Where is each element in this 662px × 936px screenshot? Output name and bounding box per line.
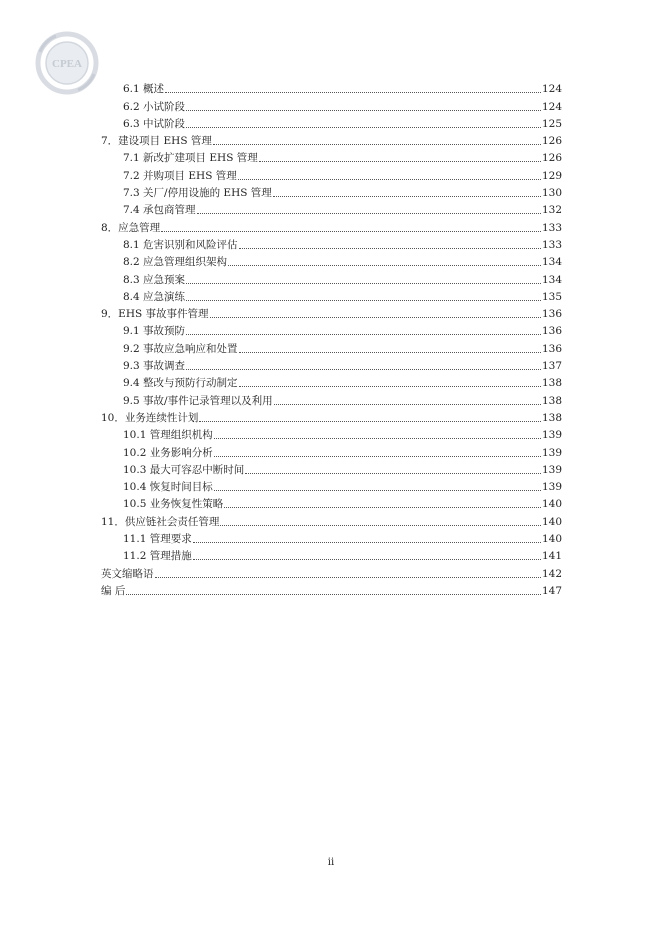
toc-dot-leader [186, 334, 541, 335]
toc-dot-leader [210, 317, 541, 318]
toc-dot-leader [197, 213, 541, 214]
toc-entry[interactable] [101, 96, 562, 113]
toc-entry-page: 136 [541, 342, 562, 355]
toc-entry-page: 133 [541, 238, 562, 251]
toc-entry[interactable] [101, 183, 562, 200]
toc-dot-leader [126, 594, 541, 595]
toc-entry[interactable] [101, 304, 562, 321]
table-of-contents [101, 79, 562, 598]
toc-entry[interactable] [101, 477, 562, 494]
toc-entry-page: 138 [541, 394, 562, 407]
toc-entry-page: 136 [541, 325, 562, 338]
toc-entry-page: 130 [541, 187, 562, 200]
toc-entry-title: 9.4 整改与预防行动制定 [123, 377, 238, 390]
toc-entry-title: 9．EHS 事故事件管理 [101, 308, 209, 321]
toc-entry-page: 139 [541, 481, 562, 494]
toc-entry-page: 140 [541, 533, 562, 546]
toc-dot-leader [186, 300, 541, 301]
toc-entry[interactable] [101, 546, 562, 563]
toc-entry[interactable] [101, 442, 562, 459]
toc-entry-title: 9.5 事故/事件记录管理以及利用 [123, 394, 273, 407]
logo-text: CPEA [52, 58, 82, 70]
cpea-logo [34, 30, 100, 96]
toc-entry[interactable] [101, 390, 562, 407]
toc-dot-leader [214, 490, 541, 491]
toc-entry[interactable] [101, 131, 562, 148]
toc-entry[interactable] [101, 494, 562, 511]
toc-entry-page: 136 [541, 308, 562, 321]
toc-entry[interactable] [101, 338, 562, 355]
toc-entry-page: 129 [541, 169, 562, 182]
toc-entry-title: 11．供应链社会责任管理 [101, 515, 220, 528]
toc-dot-leader [213, 144, 541, 145]
toc-dot-leader [224, 507, 541, 508]
toc-entry-title: 6.2 小试阶段 [123, 100, 186, 113]
toc-entry[interactable] [101, 563, 562, 580]
toc-dot-leader [186, 110, 541, 111]
toc-entry-title: 7.4 承包商管理 [123, 204, 196, 217]
toc-entry-page: 139 [541, 463, 562, 476]
toc-entry[interactable] [101, 148, 562, 165]
toc-entry[interactable] [101, 287, 562, 304]
toc-entry-title: 9.1 事故预防 [123, 325, 186, 338]
toc-entry-title: 7.3 关厂/停用设施的 EHS 管理 [123, 187, 272, 200]
toc-entry-page: 133 [541, 221, 562, 234]
toc-entry[interactable] [101, 511, 562, 528]
toc-entry[interactable] [101, 529, 562, 546]
toc-entry-title: 8.1 危害识别和风险评估 [123, 238, 238, 251]
toc-entry-page: 140 [541, 498, 562, 511]
toc-entry-title: 9.2 事故应急响应和处置 [123, 342, 238, 355]
toc-entry-title: 7.1 新改扩建项目 EHS 管理 [123, 152, 258, 165]
toc-entry-page: 135 [541, 290, 562, 303]
toc-dot-leader [186, 369, 541, 370]
toc-entry-page: 137 [541, 360, 562, 373]
toc-entry[interactable] [101, 200, 562, 217]
toc-entry-title: 10.2 业务影响分析 [123, 446, 213, 459]
toc-entry[interactable] [101, 79, 562, 96]
toc-entry-page: 138 [541, 377, 562, 390]
toc-entry-title: 6.3 中试阶段 [123, 117, 186, 130]
toc-entry-title: 8．应急管理 [101, 221, 161, 234]
toc-entry-title: 6.1 概述 [123, 83, 165, 96]
toc-dot-leader [186, 283, 541, 284]
toc-dot-leader [214, 456, 541, 457]
toc-dot-leader [199, 421, 541, 422]
toc-entry-page: 138 [541, 411, 562, 424]
toc-dot-leader [239, 352, 541, 353]
toc-dot-leader [238, 179, 541, 180]
toc-dot-leader [274, 404, 541, 405]
toc-dot-leader [239, 248, 541, 249]
toc-entry-title: 10.4 恢复时间目标 [123, 481, 213, 494]
toc-entry-page: 134 [541, 273, 562, 286]
toc-dot-leader [239, 386, 541, 387]
toc-entry[interactable] [101, 235, 562, 252]
toc-entry-title: 8.3 应急预案 [123, 273, 186, 286]
toc-entry-title: 8.4 应急演练 [123, 290, 186, 303]
toc-entry-page: 124 [541, 83, 562, 96]
toc-entry-title: 11.1 管理要求 [123, 533, 192, 546]
toc-entry[interactable] [101, 425, 562, 442]
toc-entry[interactable] [101, 581, 562, 598]
toc-dot-leader [259, 161, 541, 162]
toc-dot-leader [186, 127, 541, 128]
toc-entry-title: 7.2 并购项目 EHS 管理 [123, 169, 237, 182]
toc-dot-leader [193, 559, 541, 560]
toc-entry-page: 134 [541, 256, 562, 269]
toc-entry-page: 140 [541, 515, 562, 528]
toc-dot-leader [161, 231, 541, 232]
toc-entry[interactable] [101, 321, 562, 338]
toc-entry-page: 132 [541, 204, 562, 217]
toc-entry[interactable] [101, 460, 562, 477]
toc-entry-title: 10.5 业务恢复性策略 [123, 498, 224, 511]
toc-entry-title: 8.2 应急管理组织架构 [123, 256, 228, 269]
toc-entry[interactable] [101, 217, 562, 234]
toc-entry[interactable] [101, 408, 562, 425]
toc-entry-page: 139 [541, 446, 562, 459]
toc-entry[interactable] [101, 373, 562, 390]
toc-dot-leader [214, 438, 541, 439]
toc-dot-leader [155, 577, 541, 578]
toc-entry-page: 126 [541, 152, 562, 165]
toc-entry[interactable] [101, 269, 562, 286]
page-number: ii [327, 857, 335, 868]
toc-entry[interactable] [101, 252, 562, 269]
toc-entry-page: 125 [541, 117, 562, 130]
toc-entry-page: 141 [541, 550, 562, 563]
toc-dot-leader [165, 92, 541, 93]
toc-entry-page: 124 [541, 100, 562, 113]
toc-entry-title: 9.3 事故调查 [123, 360, 186, 373]
toc-entry-title: 10.1 管理组织机构 [123, 429, 213, 442]
toc-entry-title: 编 后 [101, 584, 126, 597]
toc-entry-title: 10.3 最大可容忍中断时间 [123, 463, 245, 476]
toc-dot-leader [193, 542, 541, 543]
toc-dot-leader [220, 525, 541, 526]
toc-dot-leader [273, 196, 541, 197]
toc-entry[interactable] [101, 165, 562, 182]
toc-entry-title: 英文缩略语 [101, 567, 154, 580]
toc-dot-leader [245, 473, 541, 474]
toc-dot-leader [228, 265, 541, 266]
toc-entry-page: 142 [541, 567, 562, 580]
toc-entry-page: 126 [541, 135, 562, 148]
toc-entry-page: 139 [541, 429, 562, 442]
toc-entry-title: 7．建设项目 EHS 管理 [101, 135, 212, 148]
toc-entry-title: 11.2 管理措施 [123, 550, 192, 563]
toc-entry[interactable] [101, 114, 562, 131]
toc-entry-page: 147 [541, 584, 562, 597]
toc-entry[interactable] [101, 356, 562, 373]
toc-entry-title: 10．业务连续性计划 [101, 411, 199, 424]
